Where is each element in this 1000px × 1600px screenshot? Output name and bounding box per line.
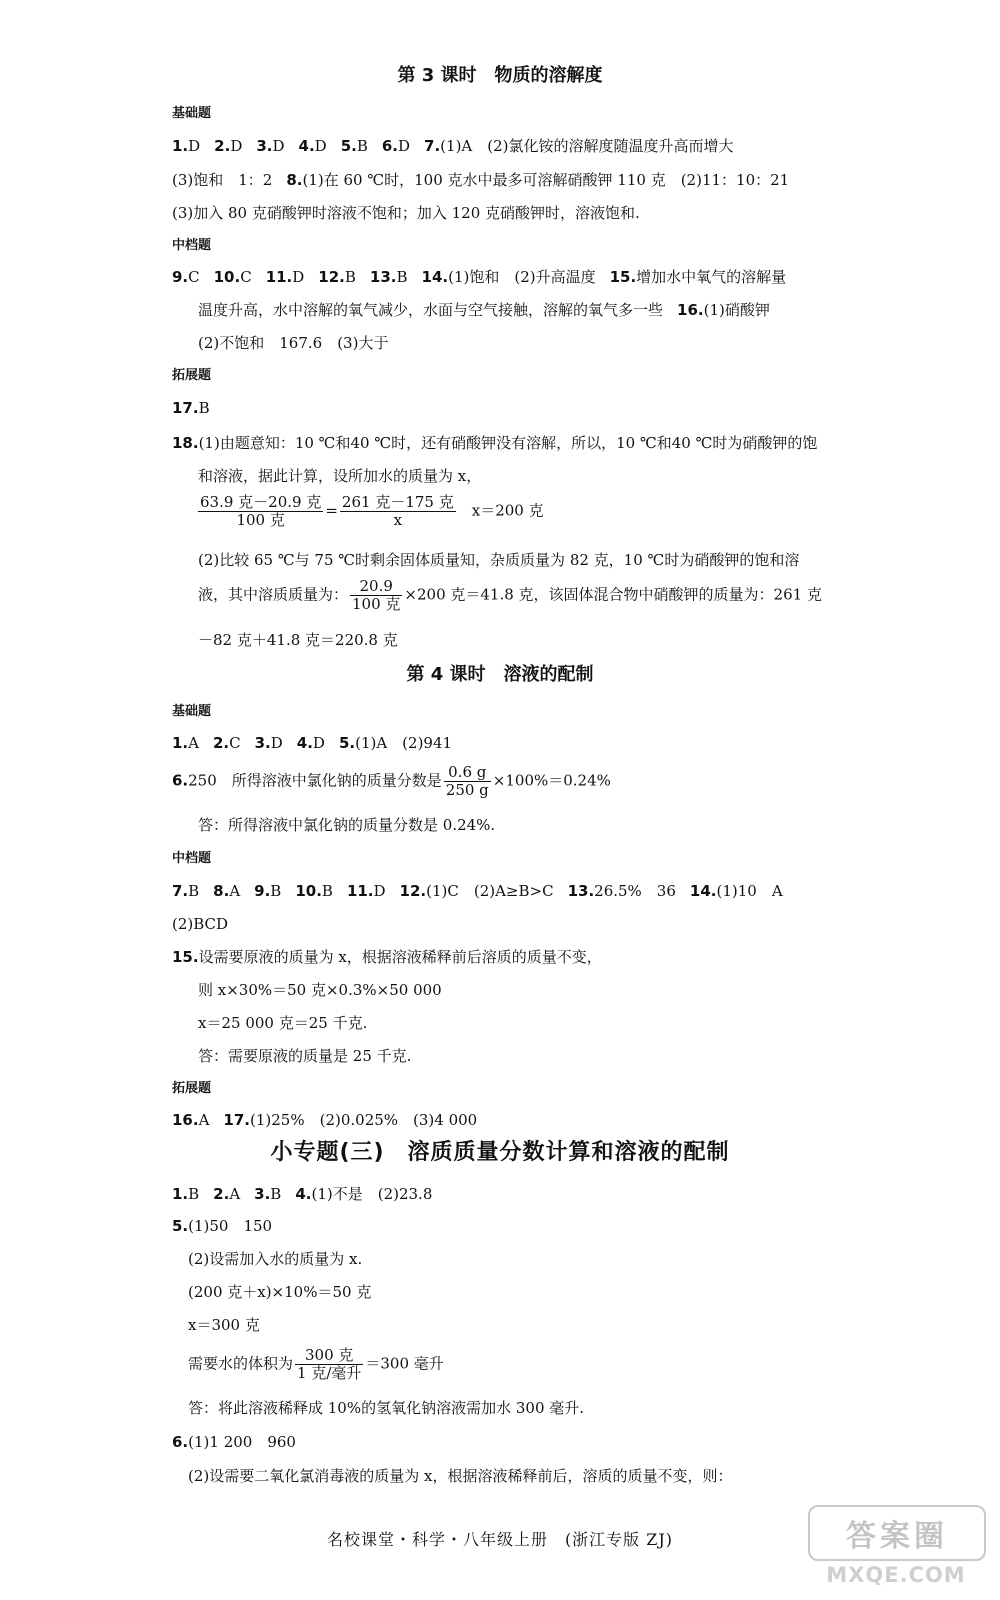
answer-line: －82 克＋41.8 克＝220.8 克 xyxy=(198,631,398,649)
subheading-mid: 中档题 xyxy=(172,238,212,253)
answer-line: 7.B 8.A 9.B 10.B 11.D 12.(1)C (2)A≥B>C 13.26.5% 36 14.(1)10 A xyxy=(172,882,783,900)
answer-line: 17.B xyxy=(172,399,210,417)
fraction: $\frac{\text{261 克－175 克}}{x}$ xyxy=(341,493,454,529)
watermark-logo xyxy=(808,1505,984,1593)
answer-line: (200 克＋x)×10%＝50 克 xyxy=(188,1283,372,1301)
answer-line: x＝25 000 克＝25 千克. xyxy=(198,1014,368,1032)
answer-line: 温度升高，水中溶解的氧气减少，水面与空气接触，溶解的氧气多一些 16.(1)硝酸钾 xyxy=(198,301,770,319)
subheading-mid: 中档题 xyxy=(172,851,212,866)
section-title-special-topic: 小专题(三) 溶质质量分数计算和溶液的配制 xyxy=(270,1140,730,1165)
answer-line: 9.C 10.C 11.D 12.B 13.B 14.(1)饱和 (2)升高温度 15.增加水中氧气的溶解量 xyxy=(172,268,787,286)
answer-line: 1.B 2.A 3.B 4.(1)不是 (2)23.8 xyxy=(172,1185,433,1203)
answer-line: 15.设需要原液的质量为 x，根据溶液稀释前后溶质的质量不变， xyxy=(172,948,602,966)
subheading-basic: 基础题 xyxy=(172,106,212,121)
equation-line: 6.250 所得溶液中氯化钠的质量分数是 $\frac{0.6 g}{250 g}$ ×100%＝0.24% xyxy=(172,763,611,799)
subheading-extension: 拓展题 xyxy=(172,368,212,383)
answer-line: 和溶液，据此计算，设所加水的质量为 x， xyxy=(198,467,482,485)
answer-line: 答：需要原液的质量是 25 千克. xyxy=(198,1047,412,1065)
answer-line: 答：所得溶液中氯化钠的质量分数是 0.24%. xyxy=(198,816,496,834)
fraction: $\frac{\text{300 克}}{\text{1 克/毫升}}$ xyxy=(297,1346,362,1382)
answer-line: (3)加入 80 克硝酸钾时溶液不饱和；加入 120 克硝酸钾时，溶液饱和. xyxy=(172,204,640,222)
fraction: $\frac{20.9}{\text{100 克}}$ xyxy=(352,577,401,613)
fraction: $\frac{0.6 g}{250 g}$ xyxy=(445,763,489,799)
answer-line: (3)饱和 1：2 8.(1)在 60 ℃时，100 克水中最多可溶解硝酸钾 110 克 (2)11：10：21 xyxy=(172,171,790,189)
subheading-basic: 基础题 xyxy=(172,704,212,719)
answer-line: 16.A 17.(1)25% (2)0.025% (3)4 000 xyxy=(172,1111,478,1129)
subheading-extension: 拓展题 xyxy=(172,1081,212,1096)
equation-line: 液，其中溶质质量为： $\frac{20.9}{\text{100 克}}$ ×200 克＝41.8 克，该固体混合物中硝酸钾的质量为：261 克 xyxy=(198,577,822,613)
watermark-text: 答案圈 xyxy=(808,1505,986,1561)
answer-line: x＝300 克 xyxy=(188,1316,260,1334)
answer-line: (2)设需要二氧化氯消毒液的质量为 x，根据溶液稀释前后，溶质的质量不变，则： xyxy=(188,1467,733,1485)
answer-line: (2)BCD xyxy=(172,915,229,933)
section-title-lesson3: 第 3 课时 物质的溶解度 xyxy=(397,65,603,86)
fraction: $\frac{\text{63.9 克－20.9 克}}{\text{100 克}}$ xyxy=(200,493,322,529)
answer-line: (2)设需加入水的质量为 x. xyxy=(188,1250,363,1268)
section-title-lesson4: 第 4 课时 溶液的配制 xyxy=(406,664,594,685)
equation-line: 需要水的体积为 $\frac{\text{300 克}}{\text{1 克/毫升}}$ ＝300 毫升 xyxy=(188,1346,444,1382)
answer-line: 6.(1)1 200 960 xyxy=(172,1433,296,1451)
answer-line: 则 x×30%＝50 克×0.3%×50 000 xyxy=(198,981,442,999)
watermark-url: MXQE.COM xyxy=(826,1563,966,1587)
equation-line: $\frac{\text{63.9 克－20.9 克}}{\text{100 克}}$ = $\frac{\text{261 克－175 克}}{x}$ x＝200 克 xyxy=(200,493,544,529)
answer-line: 1.A 2.C 3.D 4.D 5.(1)A (2)941 xyxy=(172,734,453,752)
page-footer: 名校课堂・科学・八年级上册 (浙江专版 ZJ) xyxy=(326,1530,674,1549)
answer-line: 1.D 2.D 3.D 4.D 5.B 6.D 7.(1)A (2)氯化铵的溶解度随温度升高而增大 xyxy=(172,137,734,155)
answer-line: 18.(1)由题意知：10 ℃和40 ℃时，还有硝酸钾没有溶解，所以，10 ℃和40 ℃时为硝酸钾的饱 xyxy=(172,434,818,452)
answer-line: 答：将此溶液稀释成 10%的氢氧化钠溶液需加水 300 毫升. xyxy=(188,1399,585,1417)
answer-line: 5.(1)50 150 xyxy=(172,1217,273,1235)
answer-line: (2)不饱和 167.6 (3)大于 xyxy=(198,334,389,352)
answer-line: (2)比较 65 ℃与 75 ℃时剩余固体质量知，杂质质量为 82 克，10 ℃时为硝酸钾的饱和溶 xyxy=(198,551,800,569)
